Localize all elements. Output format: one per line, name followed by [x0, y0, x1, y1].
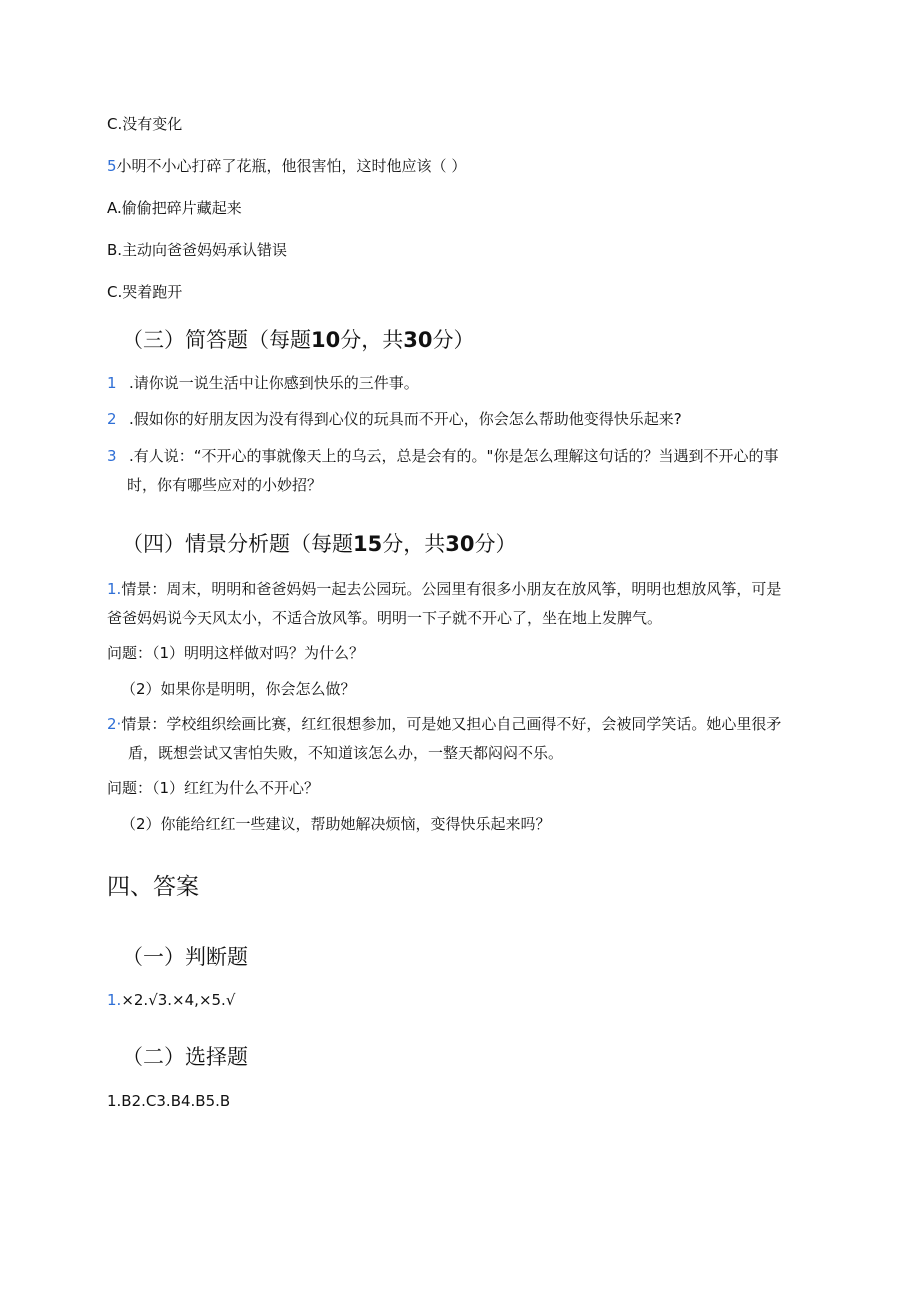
- short-answer-item: [107, 409, 682, 429]
- question-text: 小明不小心打碎了花瓶，他很害怕，这时他应该（ ）: [116, 157, 467, 175]
- short-answer-item: [107, 446, 778, 466]
- question-number: 5: [107, 157, 117, 175]
- scenario-text: 情景：学校组织绘画比赛，红红很想参加，可是她又担心自己画得不好，会被同学笑话。她心里很矛: [121, 715, 782, 733]
- option-c: C.没有变化: [107, 115, 183, 133]
- option-b: B.主动向爸爸妈妈承认错误: [107, 241, 288, 259]
- item-text-continued: 时，你有哪些应对的小妙招？: [127, 476, 323, 494]
- section-heading: （三）简答题（每题10分，共30分）: [122, 328, 475, 352]
- scenario-number: 1.: [107, 580, 122, 598]
- answers-heading: 四、答案: [107, 874, 199, 900]
- choice-heading: （二）选择题: [122, 1045, 248, 1069]
- short-answer-item: [107, 373, 419, 393]
- scenario-question: （2）你能给红红一些建议，帮助她解决烦恼，变得快乐起来吗？: [121, 815, 551, 833]
- choice-answers: 1.B2.C3.B4.B5.B: [107, 1092, 231, 1110]
- scenario-1: [107, 579, 781, 599]
- item-text: .有人说：“不开心的事就像天上的乌云，总是会有的。"你是怎么理解这句话的？当遇到不开心的事: [129, 447, 779, 465]
- item-text: .请你说一说生活中让你感到快乐的三件事。: [129, 374, 419, 392]
- scenario-question: 问题：（1）红红为什么不开心？: [107, 779, 320, 797]
- scenario-question: 问题：（1）明明这样做对吗？为什么？: [107, 644, 365, 662]
- item-number: 3: [107, 447, 117, 465]
- judge-heading: （一）判断题: [122, 945, 248, 969]
- item-number: 2: [107, 410, 117, 428]
- item-number: 1: [107, 374, 117, 392]
- item-text: .假如你的好朋友因为没有得到心仪的玩具而不开心，你会怎么帮助他变得快乐起来?: [129, 410, 682, 428]
- scenario-question: （2）如果你是明明，你会怎么做？: [121, 680, 356, 698]
- scenario-text-continued: 盾，既想尝试又害怕失败，不知道该怎么办，一整天都闷闷不乐。: [128, 744, 564, 762]
- scenario-number: 2·: [107, 715, 122, 733]
- judge-answers: 1.×2.√3.×4,×5.√: [107, 991, 236, 1009]
- scenario-2: [107, 714, 781, 734]
- option-a: A.偷偷把碎片藏起来: [107, 199, 242, 217]
- option-c: C.哭着跑开: [107, 283, 183, 301]
- scenario-text-continued: 爸爸妈妈说今天风太小，不适合放风筝。明明一下子就不开心了，坐在地上发脾气。: [107, 609, 663, 627]
- section-heading: （四）情景分析题（每题15分，共30分）: [122, 532, 517, 556]
- scenario-text: 情景：周末，明明和爸爸妈妈一起去公园玩。公园里有很多小朋友在放风筝，明明也想放风筝，可是: [121, 580, 782, 598]
- question-5: [107, 156, 466, 176]
